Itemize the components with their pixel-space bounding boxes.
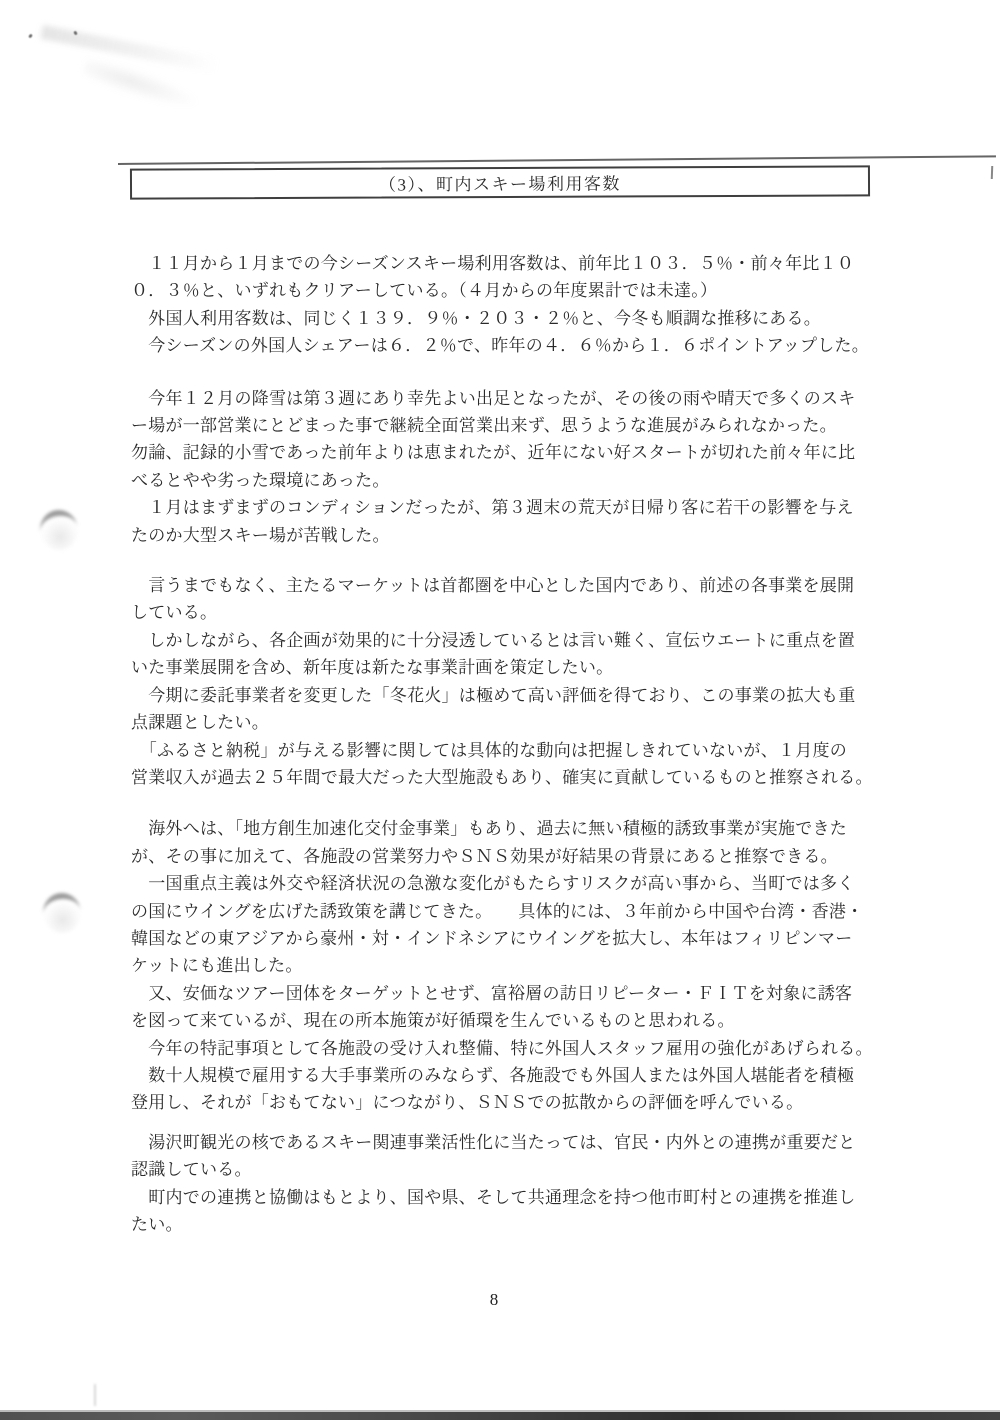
- text-line: たい。: [131, 1215, 183, 1234]
- text-line: 今年の特記事項として各施設の受け入れ整備、特に外国人スタッフ雇用の強化があげられる。: [131, 1038, 873, 1058]
- paragraph-cooperation: [131, 1129, 879, 1239]
- text-line: ０．３％と、いずれもクリアーしている。（４月からの年度累計では未達。）: [131, 281, 718, 301]
- text-line: している。: [131, 603, 218, 623]
- paragraph-overseas-market: [131, 815, 879, 1116]
- text-line: 言うまでもなく、主たるマーケットは首都圏を中心とした国内であり、前述の各事業を展開: [131, 576, 855, 596]
- text-line: の国にウイングを広げた誘致策を講じてきた。 具体的には、３年前から中国や台湾・香港・: [131, 901, 864, 921]
- text-line: いた事業展開を含め、新年度は新たな事業計画を策定したい。: [131, 658, 614, 678]
- text-line: が、その事に加えて、各施設の営業努力やＳＮＳ効果が好結果の背景にあると推察できる。: [131, 846, 838, 866]
- scan-edge-artifact: [0, 1412, 1000, 1420]
- text-line: ー場が一部営業にとどまった事で継続全面営業出来ず、思うような進展がみられなかった。: [131, 416, 837, 436]
- text-line: 海外へは、「地方創生加速化交付金事業」もあり、過去に無い積極的誘致事業が実施できた: [131, 819, 847, 839]
- punch-hole-shadow: [41, 891, 83, 935]
- text-line: 営業収入が過去２５年間で最大だった大型施設もあり、確実に貢献しているものと推察される。: [131, 767, 873, 787]
- text-line: 町内での連携と協働はもとより、国や県、そして共通理念を持つ他市町村との連携を推進し: [131, 1187, 856, 1207]
- text-line: 今期に委託事業者を変更した「冬花火」は極めて高い評価を得ており、この事業の拡大も重: [131, 685, 856, 705]
- text-line: 今シーズンの外国人シェアーは６．２％で、昨年の４．６％から１．６ポイントアップした。: [131, 336, 870, 356]
- text-line: １１月から１月までの今シーズンスキー場利用客数は、前年比１０３．５％・前々年比１０: [131, 254, 855, 273]
- text-line: 韓国などの東アジアから豪州・対・インドネシアにウイングを拡大し、本年はフィリピンマー: [131, 928, 853, 948]
- text-line: １月はまずまずのコンディションだったが、第３週末の荒天が日帰り客に若干の影響を与え: [131, 498, 854, 518]
- scan-speck: [73, 31, 78, 36]
- document-body: [131, 250, 879, 1238]
- section-title: （3）、町内スキー場利用客数: [378, 174, 622, 195]
- text-line: 湯沢町観光の核であるスキー関連事業活性化に当たっては、官民・内外との連携が重要だと: [131, 1132, 856, 1152]
- text-line: 又、安価なツアー団体をターゲットとせず、富裕層の訪日リピーター・ＦＩＴを対象に誘客: [131, 983, 853, 1003]
- text-line: しかしながら、各企画が効果的に十分浸透しているとは言い難く、宣伝ウエートに重点を置: [131, 630, 856, 650]
- text-line: 勿論、記録的小雪であった前年よりは恵まれたが、近年にない好スタートが切れた前々年に比: [131, 443, 856, 463]
- text-line: を図って来ているが、現在の所本施策が好循環を生んでいるものと思われる。: [131, 1011, 735, 1031]
- page-number: 8: [489, 1290, 499, 1309]
- text-line: ケットにも進出した。: [131, 956, 303, 976]
- text-line: 外国人利用客数は、同じく１３９．９％・２０３・２％と、今冬も順調な推移にある。: [131, 308, 821, 328]
- text-line: 一国重点主義は外交や経済状況の急激な変化がもたらすリスクが高い事から、当町では多く: [131, 874, 855, 894]
- punch-hole-shadow: [37, 507, 81, 552]
- text-line: たのか大型スキー場が苦戦した。: [131, 525, 390, 545]
- scan-speck: [991, 166, 993, 179]
- text-line: 点課題としたい。: [131, 713, 269, 733]
- horizontal-rule: [118, 155, 996, 165]
- paragraph-season-visitors: [131, 250, 879, 360]
- scan-smudge: [81, 54, 203, 116]
- scan-hairline: [94, 1384, 96, 1406]
- section-title-box: [130, 165, 870, 199]
- text-line: 「ふるさと納税」が与える影響に関しては具体的な動向は把握しきれていないが、１月度の: [131, 740, 847, 760]
- paragraph-snow-conditions: [131, 385, 879, 549]
- paragraph-domestic-market: [131, 572, 879, 791]
- scan-speck: [28, 34, 33, 39]
- text-line: 今年１２月の降雪は第３週にあり幸先よい出足となったが、その後の雨や晴天で多くのスキ: [131, 388, 856, 408]
- text-line: 数十人規模で雇用する大手事業所のみならず、各施設でも外国人または外国人堪能者を積極: [131, 1065, 855, 1085]
- text-line: べるとやや劣った環境にあった。: [131, 470, 390, 490]
- text-line: 認識している。: [131, 1160, 252, 1180]
- text-line: 登用し、それが「おもてない」につながり、ＳＮＳでの拡散からの評価を呼んでいる。: [131, 1093, 804, 1113]
- scan-smudge: [40, 25, 219, 73]
